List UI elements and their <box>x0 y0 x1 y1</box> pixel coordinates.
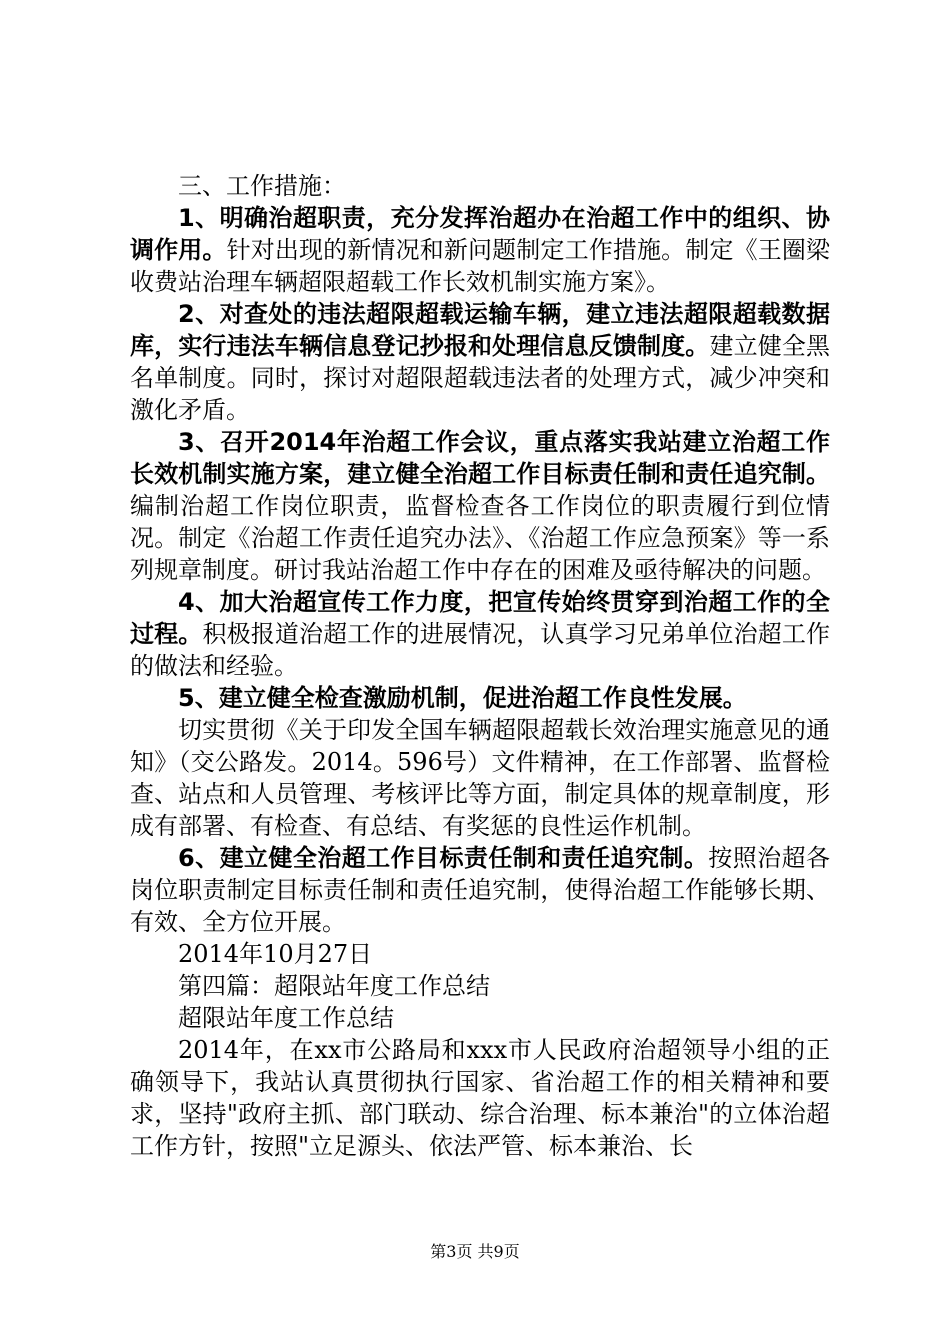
measure-item-4-body: 积极报道治超工作的进展情况，认真学习兄弟单位治超工作的做法和经验。 <box>130 620 831 680</box>
page-footer: 第3页 共9页 <box>430 1242 520 1261</box>
measure-item-3-lead: 3、召开2014年治超工作会议，重点落实我站建立治超工作长效机制实施方案，建立健全治超工作目标责任制和责任追究制。 <box>130 428 830 488</box>
measure-item-1 <box>130 202 830 298</box>
document-body <box>130 170 830 1162</box>
section-heading: 三、工作措施： <box>178 172 346 200</box>
measure-item-1-body: 针对出现的新情况和新问题制定工作措施。制定《王圈梁收费站治理车辆超限超载工作长效机制实施方案》。 <box>130 236 831 296</box>
measure-item-4 <box>130 586 830 682</box>
measure-item-6-body: 按照治超各岗位职责制定目标责任制和责任追究制，使得治超工作能够长期、有效、全方位开展。 <box>130 844 831 936</box>
measure-item-6-lead: 6、建立健全治超工作目标责任制和责任追究制。 <box>178 844 709 872</box>
next-paragraph: 2014年，在xx市公路局和xxx市人民政府治超领导小组的正确领导下，我站认真贯彻执行国家、省治超工作的相关精神和要求，坚持"政府主抓、部门联动、综合治理、标本兼治"的立体治超工作方针，按照"立足源头、依法严管、标本兼治、长 <box>130 1036 830 1160</box>
measure-item-6 <box>130 842 830 938</box>
measure-item-5 <box>130 682 830 714</box>
document-date: 2014年10月27日 <box>178 940 373 968</box>
measure-item-5-detail: 切实贯彻《关于印发全国车辆超限超载长效治理实施意见的通知》（交公路发。2014。596号）文件精神，在工作部署、监督检查、站点和人员管理、考核评比等方面，制定具体的规章制度，形成有部署、有检查、有总结、有奖惩的良性运作机制。 <box>130 716 830 840</box>
next-section-title: 第四篇：超限站年度工作总结 <box>178 972 490 1000</box>
measure-item-4-lead: 4、加大治超宣传工作力度，把宣传始终贯穿到治超工作的全过程。 <box>130 588 830 648</box>
measure-item-3 <box>130 426 830 586</box>
measure-item-3-body: 编制治超工作岗位职责，监督检查各工作岗位的职责履行到位情况。制定《治超工作责任追究办法》、《治超工作应急预案》等一系列规章制度。研讨我站治超工作中存在的困难及亟待解决的问题。 <box>130 492 830 584</box>
measure-item-2 <box>130 298 830 426</box>
measure-item-5-lead: 5、建立健全检查激励机制，促进治超工作良性发展。 <box>178 684 747 712</box>
measure-item-1-lead: 1、明确治超职责，充分发挥治超办在治超工作中的组织、协调作用。 <box>130 204 830 264</box>
next-doc-title: 超限站年度工作总结 <box>178 1004 394 1032</box>
measure-item-2-body: 建立健全黑名单制度。同时，探讨对超限超载违法者的处理方式，减少冲突和激化矛盾。 <box>130 332 831 424</box>
measure-item-2-lead: 2、对查处的违法超限超载运输车辆，建立违法超限超载数据库，实行违法车辆信息登记抄报和处理信息反馈制度。 <box>130 300 830 360</box>
